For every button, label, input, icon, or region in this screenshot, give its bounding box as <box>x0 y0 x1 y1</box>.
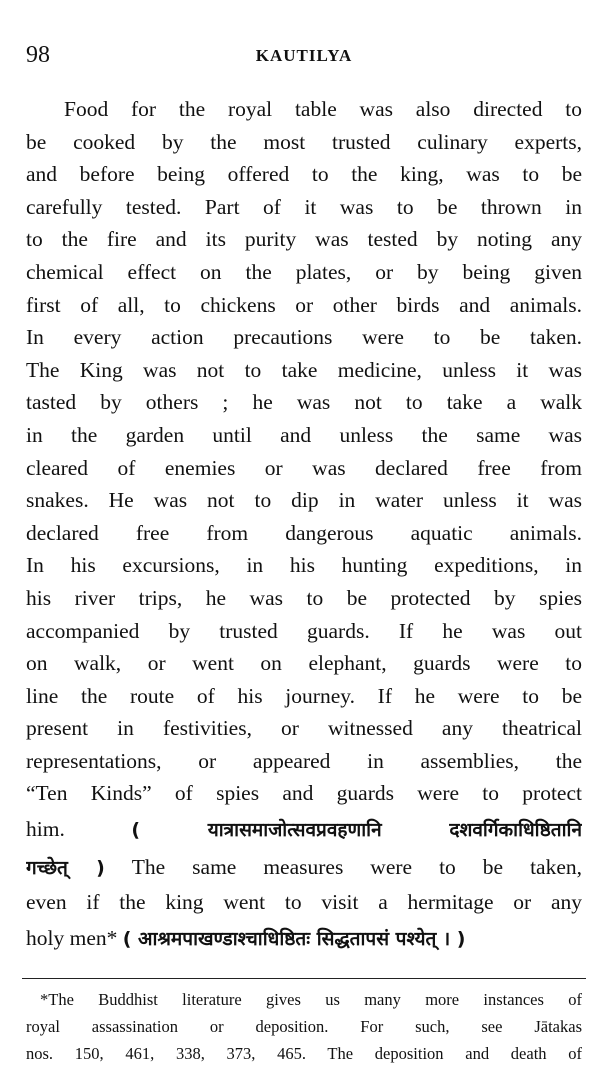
text-line: accompanied by trusted guards. If he was out <box>26 618 582 643</box>
sanskrit-line <box>26 919 582 957</box>
page-header <box>26 40 582 74</box>
text-line: his river trips, he was to be protected by spies <box>26 585 582 610</box>
footnote-line: *The Buddhist literature gives us many more instances of <box>40 990 582 1009</box>
text-line: Food for the royal table was also directed to <box>64 97 582 121</box>
text-line: to the fire and its purity was tested by noting any <box>26 227 582 252</box>
text-line: In his excursions, in his hunting expeditions, in <box>26 553 582 578</box>
running-head: KAUTILYA <box>255 46 353 65</box>
text-fragment: The same measures were to be taken, <box>131 855 582 880</box>
text-line: The King was not to take medicine, unless it was <box>26 357 582 382</box>
sanskrit-quote: ( यात्रासमाजोत्सवप्रवहणानि दशवर्गिकाधिष्ठितानि <box>131 819 582 842</box>
text-line: In every action precautions were to be taken. <box>26 325 582 350</box>
text-line: declared free from dangerous aquatic animals. <box>26 520 582 545</box>
text-line: tasted by others ; he was not to take a walk <box>26 390 582 415</box>
text-line: “Ten Kinds” of spies and guards were to protect <box>26 781 582 806</box>
text-line: even if the king went to visit a hermitage or any <box>26 890 582 915</box>
text-line: present in festivities, or witnessed any theatrical <box>26 716 582 741</box>
sanskrit-line <box>26 848 582 886</box>
text-line: be cooked by the most trusted culinary experts, <box>26 129 582 154</box>
text-fragment: holy men* <box>26 925 118 950</box>
text-line: chemical effect on the plates, or by being given <box>26 259 582 284</box>
page-number: 98 <box>26 42 50 68</box>
footnote-line: royal assassination or deposition. For such, see Jātakas <box>26 1017 582 1036</box>
text-line: in the garden until and unless the same was <box>26 422 582 447</box>
text-line: snakes. He was not to dip in water unless it was <box>26 488 582 513</box>
text-line: on walk, or went on elephant, guards were to <box>26 651 582 676</box>
text-line: line the route of his journey. If he were to be <box>26 683 582 708</box>
footnote-line: nos. 150, 461, 338, 373, 465. The deposition and death of <box>26 1044 582 1063</box>
sanskrit-quote: ( आश्रमपाखण्डाश्चाधिष्ठितः सिद्धतापसं पश्येत् । ) <box>122 927 466 950</box>
text-line: and before being offered to the king, was to be <box>26 162 582 187</box>
sanskrit-line <box>26 810 582 848</box>
text-line: cleared of enemies or was declared free from <box>26 455 582 480</box>
footnote <box>26 986 582 1067</box>
footnote-divider <box>22 978 586 979</box>
text-line: representations, or appeared in assemblies, the <box>26 748 582 773</box>
body-paragraph <box>26 93 582 957</box>
sanskrit-quote: गच्छेत् ) <box>26 857 105 880</box>
text-fragment: him. <box>26 817 65 842</box>
text-line: first of all, to chickens or other birds and animals. <box>26 292 582 317</box>
text-line: carefully tested. Part of it was to be thrown in <box>26 194 582 219</box>
